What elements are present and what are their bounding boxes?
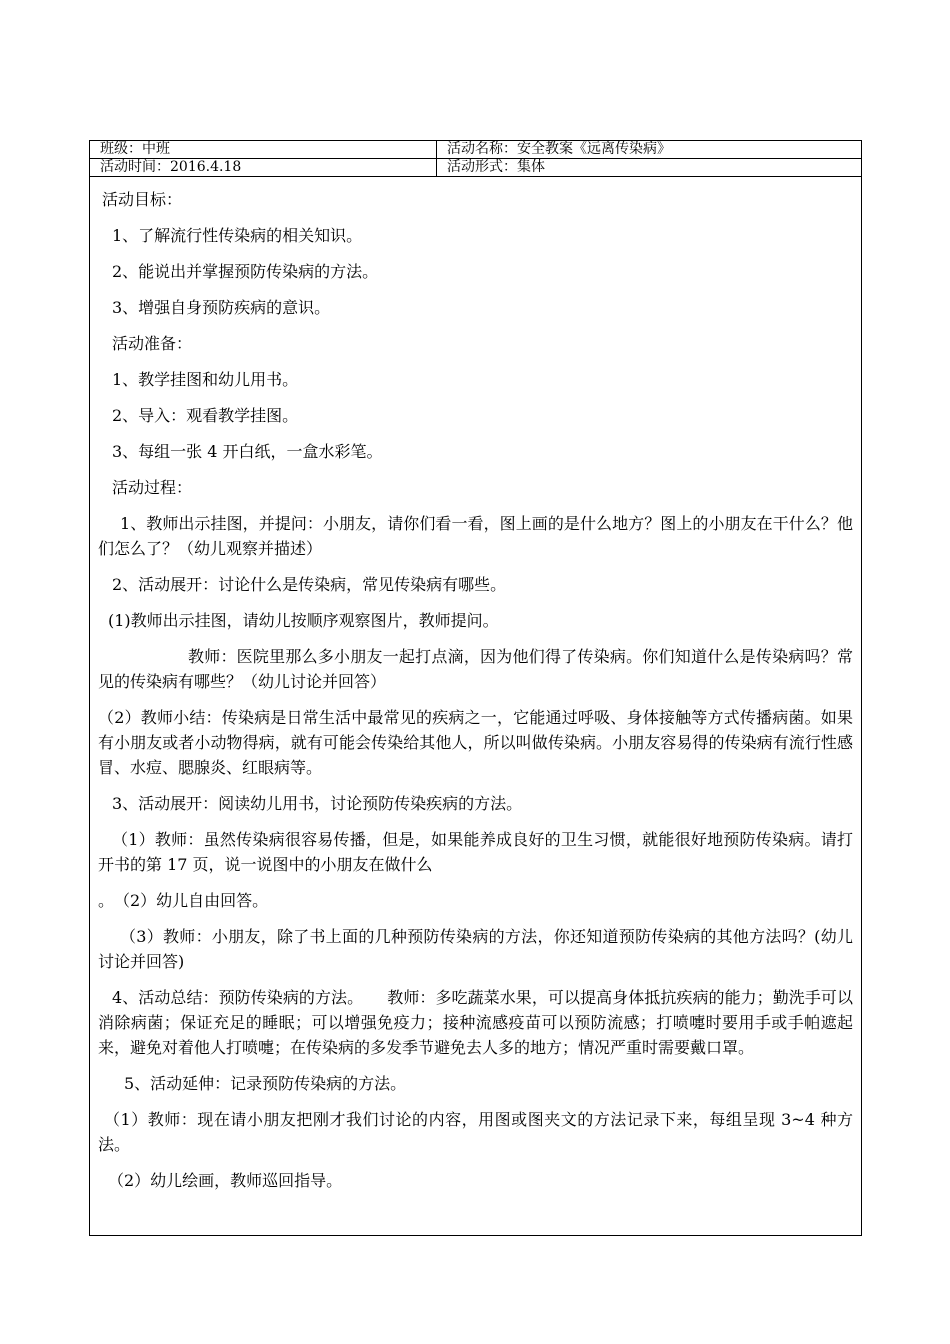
step-2-teacher: 教师：医院里那么多小朋友一起打点滴，因为他们得了传染病。你们知道什么是传染病吗？常见的传染病有哪些？（幼儿讨论并回答） xyxy=(98,647,853,691)
step-2-2: （2）教师小结：传染病是日常生活中最常见的疾病之一，它能通过呼吸、身体接触等方式传播病菌。如果有小朋友或者小动物得病，就有可能会传染给其他人，所以叫做传染病。小朋友容易得的传染病有流行性感冒、水痘、腮腺炎、红眼病等。 xyxy=(98,708,853,777)
header-row-2 xyxy=(90,159,862,177)
goal-3: 3、增强自身预防疾病的意识。 xyxy=(112,298,331,317)
step-3-1: （1）教师：虽然传染病很容易传播，但是，如果能养成良好的卫生习惯，就能很好地预防传染病。请打开书的第 17 页，说一说图中的小朋友在做什么 xyxy=(98,830,853,874)
goal-1: 1、了解流行性传染病的相关知识。 xyxy=(112,226,363,245)
goals-heading: 活动目标： xyxy=(102,190,183,209)
activity-form: 活动形式：集体 xyxy=(437,159,862,177)
step-5-2: （2）幼儿绘画，教师巡回指导。 xyxy=(108,1171,343,1190)
goal-2: 2、能说出并掌握预防传染病的方法。 xyxy=(112,262,379,281)
activity-name: 活动名称：安全教案《远离传染病》 xyxy=(437,141,862,159)
step-5: 5、活动延伸：记录预防传染病的方法。 xyxy=(124,1074,407,1093)
header-row-1 xyxy=(90,141,862,159)
step-2: 2、活动展开：讨论什么是传染病，常见传染病有哪些。 xyxy=(112,575,507,594)
step-1: 1、教师出示挂图，并提问：小朋友，请你们看一看，图上画的是什么地方？图上的小朋友在干什么？他们怎么了？（幼儿观察并描述） xyxy=(98,514,853,558)
lesson-body xyxy=(90,177,862,1236)
prep-3: 3、每组一张 4 开白纸，一盒水彩笔。 xyxy=(112,442,383,461)
activity-time: 活动时间：2016.4.18 xyxy=(90,159,437,177)
step-2-1: (1)教师出示挂图，请幼儿按顺序观察图片，教师提问。 xyxy=(108,611,499,630)
prep-1: 1、教学挂图和幼儿用书。 xyxy=(112,370,299,389)
class-label: 班级：中班 xyxy=(90,141,437,159)
prep-heading: 活动准备： xyxy=(112,334,193,353)
body-row xyxy=(90,177,862,1236)
step-3-2: 。 （2）幼儿自由回答。 xyxy=(98,891,269,910)
lesson-plan-table xyxy=(89,140,862,1236)
step-4: 4、活动总结：预防传染病的方法。 教师：多吃蔬菜水果，可以提高身体抵抗疾病的能力；勤洗手可以消除病菌；保证充足的睡眠；可以增强免疫力；接种流感疫苗可以预防流感；打喷嚏时要用手或手帕遮起来，避免对着他人打喷嚏；在传染病的多发季节避免去人多的地方；情况严重时需要戴口罩。 xyxy=(98,988,853,1057)
prep-2: 2、导入：观看教学挂图。 xyxy=(112,406,299,425)
step-3: 3、活动展开：阅读幼儿用书，讨论预防传染疾病的方法。 xyxy=(112,794,523,813)
step-3-3: （3）教师：小朋友，除了书上面的几种预防传染病的方法，你还知道预防传染病的其他方法吗？(幼儿讨论并回答) xyxy=(98,927,853,971)
step-5-1: （1）教师：现在请小朋友把刚才我们讨论的内容，用图或图夹文的方法记录下来，每组呈现 3~4 种方法。 xyxy=(98,1110,853,1154)
process-heading: 活动过程： xyxy=(112,478,193,497)
